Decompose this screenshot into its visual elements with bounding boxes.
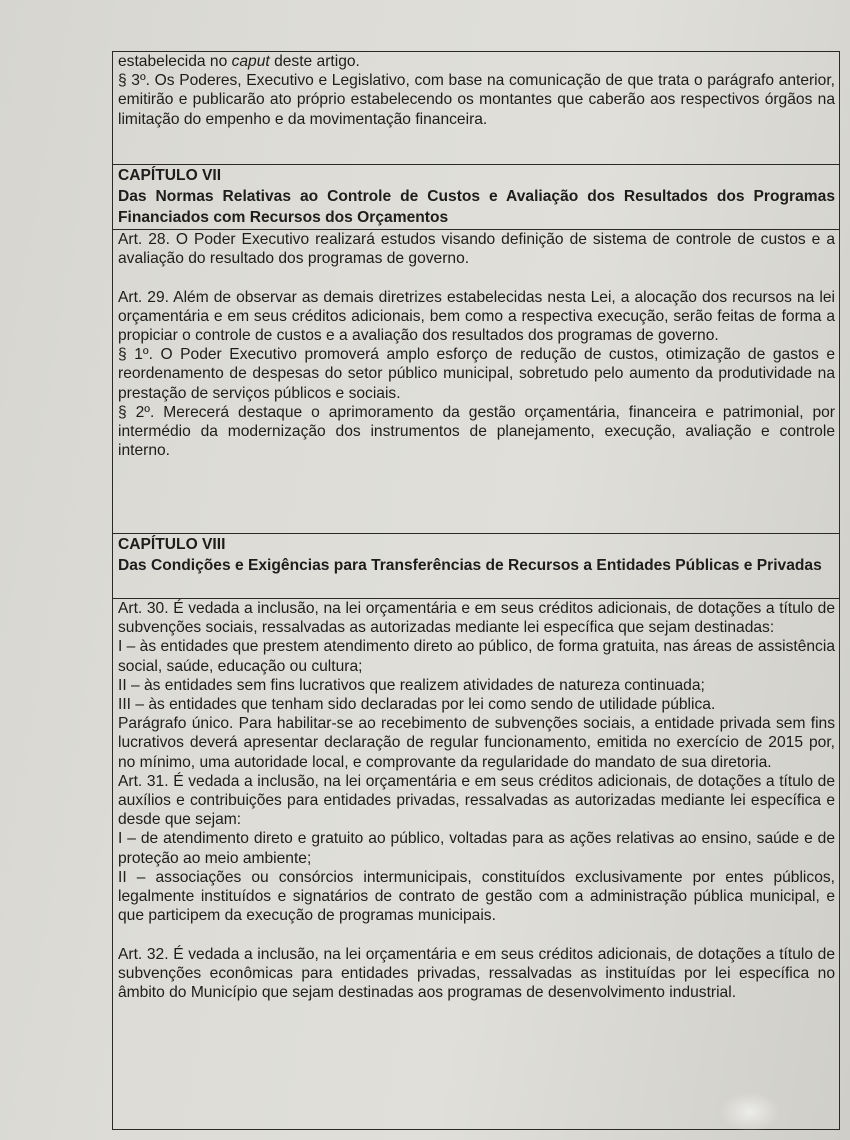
chapter-8-title: Das Condições e Exigências para Transferências de Recursos a Entidades Públicas e Privadas	[118, 557, 822, 574]
article-29-paragraph-1: § 1º. O Poder Executivo promoverá amplo esforço de redução de custos, otimização de gastos e reordenamento de despesas do setor público municipal, sobretudo pelo aumento da produtividade na prestação de serviços públicos e sociais.	[118, 346, 835, 402]
article-30: Art. 30. É vedada a inclusão, na lei orçamentária e em seus créditos adicionais, de dotações a título de subvenções sociais, ressalvadas as autorizadas mediante lei específica que sejam destinadas:	[118, 600, 835, 637]
chapter-7-title: Das Normas Relativas ao Controle de Custos e Avaliação dos Resultados dos Programas Financiados com Recursos dos Orçamentos	[118, 188, 835, 226]
article-31-item-i: I – de atendimento direto e gratuito ao público, voltadas para as ações relativas ao ensino, saúde e de proteção ao meio ambiente;	[118, 830, 835, 867]
law-text-table	[112, 51, 840, 1130]
chapter-7-articles-cell	[113, 230, 839, 534]
article-30-item-iii: III – às entidades que tenham sido declaradas por lei como sendo de utilidade pública.	[118, 696, 716, 714]
article-30-item-ii: II – às entidades sem fins lucrativos que realizem atividades de natureza continuada;	[118, 676, 705, 694]
article-31: Art. 31. É vedada a inclusão, na lei orçamentária e em seus créditos adicionais, de dotações a título de auxílios e contribuições para entidades privadas, ressalvadas as autorizadas mediante lei específica e desde que sejam:	[118, 772, 835, 829]
paragraph-3: § 3º. Os Poderes, Executivo e Legislativo, com base na comunicação de que trata o parágrafo anterior, emitirão e publicarão ato próprio estabelecendo os montantes que caberão aos respectivos órgãos na limitação do empenho e da movimentação financeira.	[118, 72, 835, 128]
article-28: Art. 28. O Poder Executivo realizará estudos visando definição de sistema de controle de custos e a avaliação do resultado dos programas de governo.	[118, 231, 835, 268]
article-29-paragraph-2: § 2º. Merecerá destaque o aprimoramento da gestão orçamentária, financeira e patrimonial, por intermédio da modernização dos instrumentos de planejamento, execução, avaliação e controle interno.	[118, 403, 835, 460]
blank-line	[118, 925, 835, 944]
caput-reference-line: estabelecida no caput deste artigo.	[118, 53, 360, 70]
article-32: Art. 32. É vedada a inclusão, na lei orçamentária e em seus créditos adicionais, de dotações a título de subvenções econômicas para entidades privadas, ressalvadas as instituídas por lei específica no âmbito do Município que sejam destinadas aos programas de desenvolvimento industrial.	[118, 945, 835, 1002]
chapter-7-header	[113, 165, 839, 230]
article-30-sole-paragraph: Parágrafo único. Para habilitar-se ao recebimento de subvenções sociais, a entidade privada sem fins lucrativos deverá apresentar declaração de regular funcionamento, emitida no exercício de 2015 por, no mínimo, uma autoridade local, e comprovante da regularidade do mandato de sua diretoria.	[118, 715, 835, 771]
chapter-7-heading: CAPÍTULO VII	[118, 167, 222, 184]
article-continuation-cell	[113, 52, 839, 165]
article-30-item-i: I – às entidades que prestem atendimento direto ao público, de forma gratuita, nas áreas de assistência social, saúde, educação ou cultura;	[118, 638, 835, 675]
article-31-item-ii: II – associações ou consórcios intermunicipais, constituídos exclusivamente por entes públicos, legalmente instituídos e signatários de contrato de gestão com a administração pública municipal, e que participem da execução de programas municipais.	[118, 868, 835, 925]
chapter-8-header	[113, 534, 839, 599]
article-29: Art. 29. Além de observar as demais diretrizes estabelecidas nesta Lei, a alocação dos recursos na lei orçamentária e em seus créditos adicionais, bem como a respectiva execução, serão feitas de forma a propiciar o controle de custos e a avaliação dos resultados dos programas de governo.	[118, 288, 835, 344]
blank-line	[118, 268, 835, 287]
chapter-8-heading: CAPÍTULO VIII	[118, 536, 226, 553]
paper-smudge	[720, 1092, 780, 1132]
chapter-8-articles-cell	[113, 599, 839, 1129]
